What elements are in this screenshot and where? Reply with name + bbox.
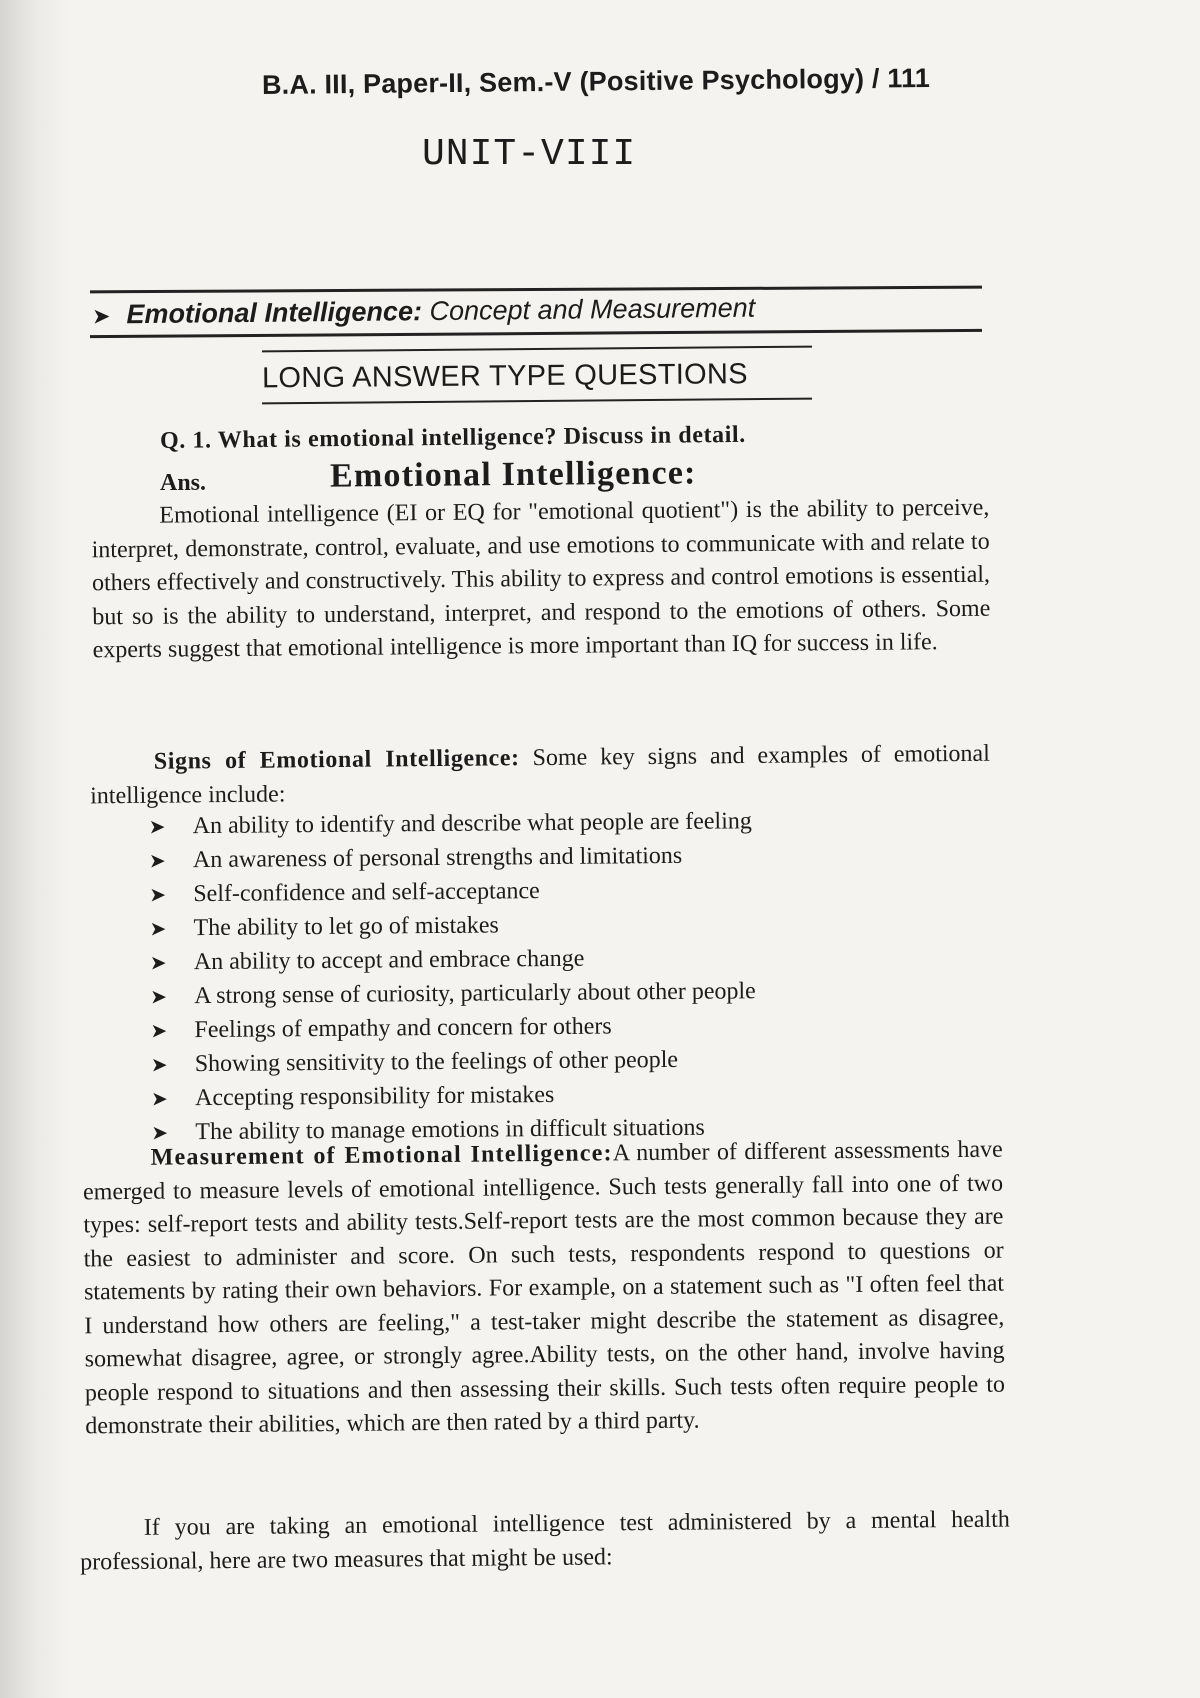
topic-rule-bottom: [90, 329, 982, 338]
arrow-bullet-icon: ➤: [150, 1018, 168, 1043]
arrow-icon: ➤: [91, 303, 111, 329]
page-edge-shadow: [0, 0, 70, 1698]
arrow-bullet-icon: ➤: [150, 1086, 168, 1111]
list-item: ➤ Showing sensitivity to the feelings of other people: [151, 1041, 951, 1082]
section-heading: LONG ANSWER TYPE QUESTIONS: [261, 358, 749, 395]
arrow-bullet-icon: ➤: [151, 1120, 169, 1145]
unit-title: UNIT-VIII: [422, 133, 637, 176]
signs-intro-text: Some key signs and examples of emotional intelligence include:: [90, 740, 990, 809]
list-item: ➤ Feelings of empathy and concern for others: [150, 1007, 950, 1048]
arrow-bullet-icon: ➤: [149, 882, 167, 907]
running-header: B.A. III, Paper-II, Sem.-V (Positive Psychology) / 111: [261, 62, 931, 100]
paragraph-measures-intro: If you are taking an emotional intelligence test administered by a mental health professional, here are two measures that might be used:: [80, 1506, 1010, 1575]
topic-heading: [92, 290, 972, 330]
answer-label: Ans.: [160, 470, 207, 496]
section-rule-top: [262, 346, 812, 353]
list-item: ➤ Accepting responsibility for mistakes: [151, 1075, 951, 1116]
list-item: ➤ An ability to accept and embrace change: [150, 939, 950, 980]
arrow-bullet-icon: ➤: [150, 1052, 168, 1077]
arrow-bullet-icon: ➤: [150, 984, 168, 1009]
list-item: ➤ Self-confidence and self-acceptance: [149, 871, 949, 912]
signs-list: [149, 803, 952, 1150]
paragraph-definition: Emotional intelligence (EI or EQ for "emotional quotient") is the ability to perceive, interpret, demonstrate, control, evaluate, and use emotions to communicate with and relate to others effectively and constructively. This ability to express and control emotions is essential, but so is the ability to understand, interpret, and respond to the emotions of others. Some experts suggest that emotional intelligence is more important than IQ for success in life.: [91, 494, 991, 664]
arrow-bullet-icon: ➤: [149, 916, 167, 941]
section-rule-bottom: [262, 398, 812, 405]
measurement-lead: Measurement of Emotional Intelligence:: [150, 1140, 613, 1171]
topic-title-rest: Concept and Measurement: [421, 292, 756, 327]
list-item: ➤ A strong sense of curiosity, particularly about other people: [150, 973, 950, 1014]
arrow-bullet-icon: ➤: [148, 848, 166, 873]
signs-lead: Signs of Emotional Intelligence:: [153, 745, 520, 775]
arrow-bullet-icon: ➤: [148, 814, 166, 839]
topic-title-bold: Emotional Intelligence:: [126, 296, 423, 330]
list-item: ➤ An awareness of personal strengths and limitations: [149, 837, 949, 878]
list-item: ➤ The ability to manage emotions in difficult situations: [151, 1109, 951, 1150]
list-item: ➤ An ability to identify and describe what people are feeling: [149, 803, 949, 844]
paragraph-measurement: [83, 1134, 1006, 1444]
question-text: Q. 1. What is emotional intelligence? Discuss in detail.: [159, 421, 746, 454]
arrow-bullet-icon: ➤: [149, 950, 167, 975]
list-item: ➤ The ability to let go of mistakes: [149, 905, 949, 946]
paragraph-signs-intro: [90, 738, 991, 814]
measurement-text: A number of different assessments have emerged to measure levels of emotional intelligence. Such tests generally fall into one of two types: self-report tests and ability tests.Self-report tests are the most common because they are the easiest to administer and score. On such tests, respondents respond to questions or statements by rating their own behaviors. For example, on a statement such as "I often feel that I understand how others are feeling," a test-taker might describe the statement as disagree, somewhat disagree, agree, or strongly agree.Ability tests, on the other hand, involve having people respond to situations and then assessing their skills. Such tests often require people to demonstrate their abilities, which are then rated by a third party.: [82, 1136, 1006, 1440]
answer-title: Emotional Intelligence:: [329, 454, 697, 495]
